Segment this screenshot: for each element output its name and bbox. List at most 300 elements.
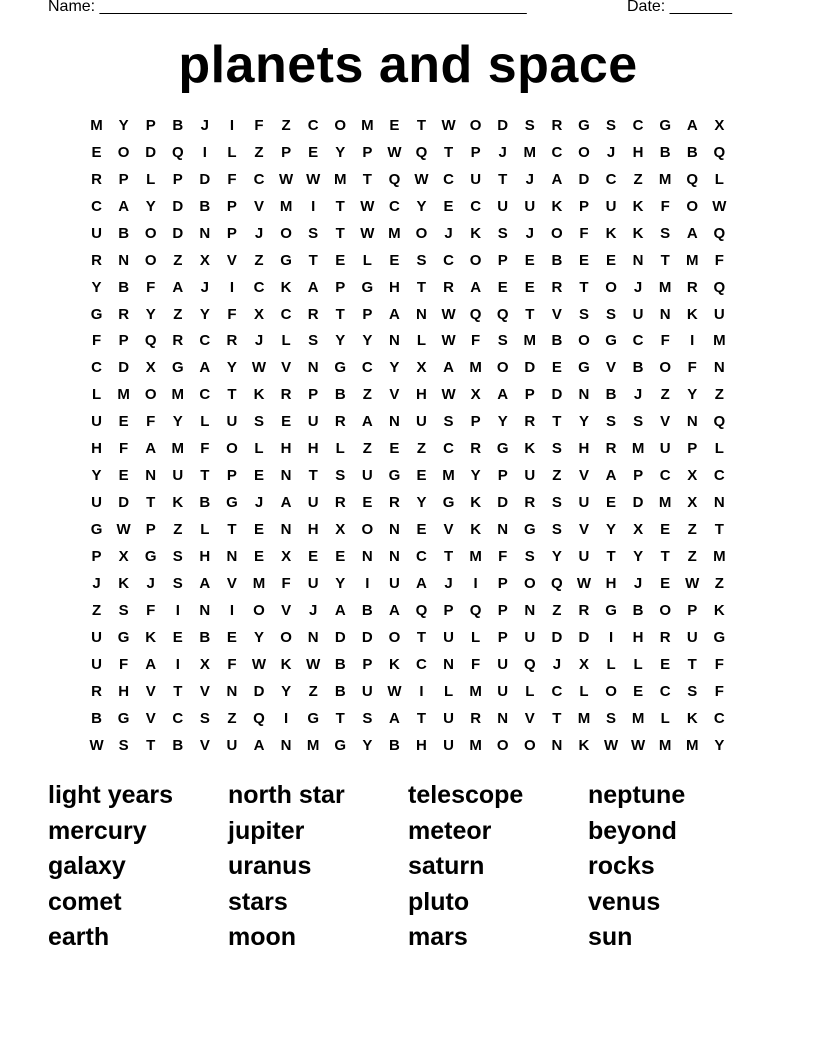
grid-letter[interactable]: Z bbox=[173, 521, 183, 539]
grid-letter[interactable]: B bbox=[551, 251, 563, 269]
grid-letter[interactable]: P bbox=[687, 601, 698, 619]
grid-letter[interactable]: A bbox=[686, 224, 698, 242]
grid-letter[interactable]: H bbox=[632, 143, 644, 161]
grid-letter[interactable]: N bbox=[443, 655, 454, 673]
grid-letter[interactable]: D bbox=[172, 224, 184, 242]
grid-letter[interactable]: E bbox=[308, 143, 319, 161]
grid-letter[interactable]: E bbox=[524, 278, 535, 296]
grid-letter[interactable]: Z bbox=[173, 305, 183, 323]
grid-letter[interactable]: M bbox=[306, 736, 320, 754]
grid-letter[interactable]: U bbox=[443, 628, 454, 646]
grid-letter[interactable]: U bbox=[713, 305, 725, 323]
grid-letter[interactable]: U bbox=[307, 413, 319, 431]
grid-letter[interactable]: U bbox=[524, 467, 536, 485]
grid-letter[interactable]: X bbox=[470, 386, 481, 404]
grid-letter[interactable]: Y bbox=[606, 521, 617, 539]
grid-letter[interactable]: E bbox=[335, 547, 346, 565]
grid-letter[interactable]: N bbox=[307, 628, 319, 646]
grid-letter[interactable]: F bbox=[579, 224, 589, 242]
grid-letter[interactable]: R bbox=[551, 116, 563, 134]
grid-letter[interactable]: K bbox=[551, 197, 563, 215]
grid-letter[interactable]: I bbox=[175, 655, 180, 673]
grid-letter[interactable]: N bbox=[578, 386, 590, 404]
grid-letter[interactable]: A bbox=[172, 278, 184, 296]
grid-letter[interactable]: V bbox=[226, 251, 237, 269]
grid-letter[interactable]: G bbox=[334, 736, 347, 754]
grid-letter[interactable]: A bbox=[416, 574, 427, 592]
grid-letter[interactable]: P bbox=[443, 601, 454, 619]
grid-letter[interactable]: U bbox=[632, 305, 644, 323]
grid-letter[interactable]: R bbox=[605, 440, 617, 458]
grid-letter[interactable]: W bbox=[89, 736, 104, 754]
grid-letter[interactable]: O bbox=[253, 601, 265, 619]
grid-letter[interactable]: N bbox=[713, 494, 725, 512]
grid-letter[interactable]: N bbox=[388, 521, 400, 539]
grid-letter[interactable]: U bbox=[307, 494, 319, 512]
grid-letter[interactable]: F bbox=[146, 413, 156, 431]
grid-letter[interactable]: A bbox=[199, 359, 211, 377]
grid-letter[interactable]: O bbox=[280, 224, 292, 242]
grid-letter[interactable]: S bbox=[606, 305, 617, 323]
grid-letter[interactable]: H bbox=[416, 736, 427, 754]
grid-letter[interactable]: N bbox=[686, 413, 698, 431]
grid-letter[interactable]: D bbox=[551, 628, 563, 646]
grid-letter[interactable]: X bbox=[416, 359, 427, 377]
grid-letter[interactable]: T bbox=[660, 547, 670, 565]
grid-letter[interactable]: Q bbox=[713, 278, 726, 296]
grid-letter[interactable]: M bbox=[361, 116, 374, 134]
grid-letter[interactable]: X bbox=[118, 547, 129, 565]
grid-letter[interactable]: Y bbox=[145, 305, 156, 323]
grid-letter[interactable]: I bbox=[608, 628, 614, 646]
grid-letter[interactable]: I bbox=[473, 574, 478, 592]
grid-letter[interactable]: L bbox=[633, 655, 643, 673]
grid-letter[interactable]: E bbox=[551, 359, 562, 377]
grid-letter[interactable]: R bbox=[551, 278, 563, 296]
grid-letter[interactable]: T bbox=[579, 278, 589, 296]
grid-letter[interactable]: W bbox=[712, 197, 727, 215]
grid-letter[interactable]: V bbox=[578, 521, 589, 539]
grid-letter[interactable]: E bbox=[172, 628, 183, 646]
grid-letter[interactable]: K bbox=[470, 224, 482, 242]
grid-letter[interactable]: Z bbox=[308, 682, 318, 700]
grid-letter[interactable]: U bbox=[686, 628, 698, 646]
grid-letter[interactable]: C bbox=[416, 655, 427, 673]
grid-letter[interactable]: E bbox=[118, 413, 129, 431]
grid-letter[interactable]: G bbox=[578, 359, 590, 377]
grid-letter[interactable]: J bbox=[498, 143, 507, 161]
grid-letter[interactable]: C bbox=[443, 251, 454, 269]
grid-letter[interactable]: N bbox=[280, 521, 292, 539]
grid-letter[interactable]: M bbox=[333, 170, 347, 188]
grid-letter[interactable]: P bbox=[362, 143, 373, 161]
grid-letter[interactable]: W bbox=[441, 116, 456, 134]
grid-letter[interactable]: N bbox=[497, 521, 509, 539]
grid-letter[interactable]: Z bbox=[633, 170, 643, 188]
grid-letter[interactable]: J bbox=[444, 574, 453, 592]
grid-letter[interactable]: R bbox=[388, 494, 400, 512]
grid-letter[interactable]: Z bbox=[552, 601, 562, 619]
grid-letter[interactable]: X bbox=[145, 359, 156, 377]
grid-letter[interactable]: B bbox=[118, 224, 130, 242]
grid-letter[interactable]: C bbox=[416, 547, 427, 565]
grid-letter[interactable]: V bbox=[389, 386, 400, 404]
grid-letter[interactable]: C bbox=[713, 709, 725, 727]
grid-letter[interactable]: L bbox=[146, 170, 156, 188]
grid-letter[interactable]: T bbox=[173, 682, 183, 700]
grid-letter[interactable]: P bbox=[118, 170, 129, 188]
grid-letter[interactable]: K bbox=[280, 655, 292, 673]
grid-letter[interactable]: U bbox=[497, 655, 509, 673]
grid-letter[interactable]: T bbox=[335, 197, 345, 215]
grid-letter[interactable]: F bbox=[227, 305, 237, 323]
grid-letter[interactable]: W bbox=[387, 682, 402, 700]
grid-letter[interactable]: N bbox=[388, 413, 400, 431]
grid-letter[interactable]: Y bbox=[416, 197, 427, 215]
grid-letter[interactable]: N bbox=[199, 224, 211, 242]
grid-letter[interactable]: Y bbox=[416, 494, 427, 512]
grid-letter[interactable]: W bbox=[251, 655, 267, 673]
grid-letter[interactable]: Q bbox=[469, 305, 482, 323]
grid-letter[interactable]: E bbox=[606, 494, 617, 512]
grid-letter[interactable]: O bbox=[523, 574, 536, 592]
grid-letter[interactable]: R bbox=[91, 170, 102, 188]
grid-letter[interactable]: E bbox=[281, 413, 292, 431]
grid-letter[interactable]: K bbox=[470, 521, 482, 539]
grid-letter[interactable]: J bbox=[200, 116, 210, 134]
grid-letter[interactable]: W bbox=[631, 736, 646, 754]
grid-letter[interactable]: M bbox=[279, 197, 293, 215]
grid-letter[interactable]: S bbox=[308, 224, 319, 242]
grid-letter[interactable]: G bbox=[90, 521, 103, 539]
grid-letter[interactable]: M bbox=[469, 359, 482, 377]
grid-letter[interactable]: V bbox=[578, 467, 589, 485]
grid-letter[interactable]: F bbox=[714, 251, 724, 269]
grid-letter[interactable]: S bbox=[118, 601, 129, 619]
grid-letter[interactable]: R bbox=[686, 278, 698, 296]
grid-letter[interactable]: S bbox=[606, 116, 617, 134]
grid-letter[interactable]: M bbox=[658, 278, 672, 296]
grid-letter[interactable]: B bbox=[334, 655, 346, 673]
grid-letter[interactable]: L bbox=[579, 682, 589, 700]
grid-letter[interactable]: M bbox=[388, 224, 401, 242]
grid-letter[interactable]: R bbox=[578, 601, 590, 619]
grid-letter[interactable]: V bbox=[254, 197, 265, 215]
grid-letter[interactable]: T bbox=[660, 251, 670, 269]
grid-letter[interactable]: T bbox=[200, 467, 210, 485]
grid-letter[interactable]: E bbox=[660, 574, 671, 592]
grid-letter[interactable]: O bbox=[496, 736, 509, 754]
grid-letter[interactable]: C bbox=[361, 359, 373, 377]
grid-letter[interactable]: L bbox=[200, 413, 210, 431]
grid-letter[interactable]: B bbox=[632, 601, 644, 619]
grid-letter[interactable]: S bbox=[578, 305, 589, 323]
grid-letter[interactable]: X bbox=[578, 655, 589, 673]
grid-letter[interactable]: R bbox=[280, 386, 292, 404]
grid-letter[interactable]: U bbox=[226, 413, 238, 431]
grid-letter[interactable]: Z bbox=[714, 386, 724, 404]
grid-letter[interactable]: T bbox=[714, 521, 724, 539]
grid-letter[interactable]: W bbox=[603, 736, 619, 754]
grid-letter[interactable]: A bbox=[388, 601, 400, 619]
grid-letter[interactable]: S bbox=[687, 682, 698, 700]
grid-letter[interactable]: Q bbox=[415, 601, 428, 619]
grid-letter[interactable]: N bbox=[199, 601, 211, 619]
grid-letter[interactable]: T bbox=[443, 143, 454, 161]
grid-letter[interactable]: T bbox=[606, 547, 616, 565]
grid-letter[interactable]: L bbox=[335, 440, 345, 458]
grid-letter[interactable]: Q bbox=[713, 143, 726, 161]
grid-letter[interactable]: O bbox=[388, 628, 401, 646]
grid-letter[interactable]: Z bbox=[687, 547, 697, 565]
grid-letter[interactable]: M bbox=[469, 682, 482, 700]
grid-letter[interactable]: E bbox=[389, 251, 400, 269]
grid-letter[interactable]: Z bbox=[227, 709, 237, 727]
grid-letter[interactable]: D bbox=[253, 682, 265, 700]
grid-letter[interactable]: T bbox=[416, 709, 427, 727]
grid-letter[interactable]: Q bbox=[713, 413, 726, 431]
grid-letter[interactable]: V bbox=[281, 601, 292, 619]
grid-letter[interactable]: F bbox=[227, 655, 237, 673]
grid-letter[interactable]: Z bbox=[173, 251, 183, 269]
grid-letter[interactable]: F bbox=[119, 440, 129, 458]
grid-letter[interactable]: C bbox=[91, 197, 102, 215]
grid-letter[interactable]: C bbox=[280, 305, 292, 323]
grid-letter[interactable]: N bbox=[659, 305, 671, 323]
grid-letter[interactable]: A bbox=[388, 709, 400, 727]
grid-letter[interactable]: S bbox=[118, 736, 129, 754]
grid-letter[interactable]: J bbox=[200, 278, 210, 296]
grid-letter[interactable]: Y bbox=[389, 359, 400, 377]
grid-letter[interactable]: B bbox=[199, 628, 211, 646]
grid-letter[interactable]: P bbox=[470, 143, 481, 161]
grid-letter[interactable]: T bbox=[443, 547, 454, 565]
grid-letter[interactable]: K bbox=[280, 278, 292, 296]
grid-letter[interactable]: O bbox=[144, 224, 157, 242]
grid-letter[interactable]: Y bbox=[91, 467, 102, 485]
grid-letter[interactable]: S bbox=[199, 709, 210, 727]
grid-letter[interactable]: X bbox=[335, 521, 346, 539]
grid-letter[interactable]: M bbox=[117, 386, 130, 404]
grid-letter[interactable]: W bbox=[441, 386, 456, 404]
grid-letter[interactable]: W bbox=[360, 224, 375, 242]
grid-letter[interactable]: C bbox=[172, 709, 184, 727]
grid-letter[interactable]: P bbox=[524, 386, 535, 404]
grid-letter[interactable]: L bbox=[362, 251, 372, 269]
grid-letter[interactable]: K bbox=[172, 494, 184, 512]
grid-letter[interactable]: M bbox=[469, 547, 482, 565]
grid-letter[interactable]: O bbox=[659, 359, 672, 377]
grid-letter[interactable]: A bbox=[551, 170, 563, 188]
grid-letter[interactable]: W bbox=[306, 655, 321, 673]
grid-letter[interactable]: C bbox=[443, 170, 454, 188]
grid-letter[interactable]: D bbox=[551, 386, 563, 404]
grid-letter[interactable]: U bbox=[578, 547, 590, 565]
grid-letter[interactable]: F bbox=[91, 332, 102, 350]
grid-letter[interactable]: G bbox=[659, 116, 672, 134]
grid-letter[interactable]: X bbox=[281, 547, 292, 565]
grid-letter[interactable]: F bbox=[714, 682, 724, 700]
grid-letter[interactable]: H bbox=[416, 386, 427, 404]
grid-letter[interactable]: U bbox=[659, 440, 671, 458]
grid-letter[interactable]: U bbox=[524, 628, 536, 646]
grid-letter[interactable]: T bbox=[552, 413, 562, 431]
grid-letter[interactable]: A bbox=[118, 197, 130, 215]
grid-letter[interactable]: B bbox=[686, 143, 698, 161]
grid-letter[interactable]: G bbox=[117, 628, 130, 646]
grid-letter[interactable]: A bbox=[686, 116, 698, 134]
grid-letter[interactable]: T bbox=[146, 736, 156, 754]
grid-letter[interactable]: Y bbox=[335, 332, 346, 350]
grid-letter[interactable]: J bbox=[254, 494, 264, 512]
grid-letter[interactable]: Y bbox=[281, 682, 292, 700]
grid-letter[interactable]: X bbox=[633, 521, 644, 539]
grid-letter[interactable]: V bbox=[660, 413, 671, 431]
grid-letter[interactable]: U bbox=[605, 197, 617, 215]
grid-letter[interactable]: P bbox=[497, 601, 508, 619]
grid-letter[interactable]: T bbox=[416, 116, 427, 134]
grid-letter[interactable]: V bbox=[606, 359, 617, 377]
grid-letter[interactable]: G bbox=[388, 467, 401, 485]
grid-letter[interactable]: D bbox=[334, 628, 346, 646]
grid-letter[interactable]: L bbox=[660, 709, 670, 727]
grid-letter[interactable]: E bbox=[416, 467, 427, 485]
grid-letter[interactable]: T bbox=[227, 521, 237, 539]
grid-letter[interactable]: X bbox=[687, 467, 698, 485]
grid-letter[interactable]: A bbox=[605, 467, 617, 485]
grid-letter[interactable]: F bbox=[254, 116, 264, 134]
grid-letter[interactable]: N bbox=[713, 359, 725, 377]
grid-letter[interactable]: E bbox=[118, 467, 129, 485]
grid-letter[interactable]: A bbox=[388, 305, 400, 323]
grid-letter[interactable]: B bbox=[118, 278, 130, 296]
grid-letter[interactable]: R bbox=[443, 278, 454, 296]
grid-letter[interactable]: Z bbox=[281, 116, 291, 134]
grid-letter[interactable]: W bbox=[441, 332, 456, 350]
grid-letter[interactable]: G bbox=[605, 332, 617, 350]
grid-letter[interactable]: N bbox=[388, 547, 400, 565]
grid-letter[interactable]: Q bbox=[551, 574, 563, 592]
grid-letter[interactable]: K bbox=[713, 601, 725, 619]
grid-letter[interactable]: E bbox=[578, 251, 589, 269]
grid-letter[interactable]: O bbox=[605, 682, 617, 700]
grid-letter[interactable]: P bbox=[281, 143, 292, 161]
grid-letter[interactable]: P bbox=[578, 197, 589, 215]
grid-letter[interactable]: S bbox=[606, 709, 617, 727]
grid-letter[interactable]: C bbox=[713, 467, 725, 485]
grid-letter[interactable]: J bbox=[254, 332, 264, 350]
grid-letter[interactable]: E bbox=[416, 521, 427, 539]
grid-letter[interactable]: O bbox=[469, 116, 482, 134]
grid-letter[interactable]: H bbox=[388, 278, 400, 296]
grid-letter[interactable]: B bbox=[632, 359, 644, 377]
grid-letter[interactable]: B bbox=[172, 116, 184, 134]
grid-letter[interactable]: A bbox=[443, 359, 454, 377]
grid-letter[interactable]: X bbox=[687, 494, 698, 512]
grid-letter[interactable]: B bbox=[172, 736, 184, 754]
grid-letter[interactable]: U bbox=[443, 736, 454, 754]
grid-letter[interactable]: T bbox=[335, 305, 345, 323]
grid-letter[interactable]: M bbox=[658, 170, 672, 188]
grid-letter[interactable]: B bbox=[334, 682, 346, 700]
grid-letter[interactable]: R bbox=[226, 332, 238, 350]
grid-letter[interactable]: H bbox=[307, 440, 319, 458]
grid-letter[interactable]: A bbox=[145, 440, 157, 458]
grid-letter[interactable]: T bbox=[146, 494, 156, 512]
grid-letter[interactable]: N bbox=[145, 467, 157, 485]
grid-letter[interactable]: P bbox=[497, 628, 508, 646]
grid-letter[interactable]: W bbox=[116, 521, 131, 539]
grid-letter[interactable]: E bbox=[660, 655, 671, 673]
grid-letter[interactable]: R bbox=[118, 305, 130, 323]
grid-letter[interactable]: C bbox=[605, 170, 617, 188]
grid-letter[interactable]: H bbox=[307, 521, 319, 539]
grid-letter[interactable]: K bbox=[578, 736, 590, 754]
grid-letter[interactable]: X bbox=[714, 116, 725, 134]
grid-letter[interactable]: M bbox=[631, 709, 645, 727]
grid-letter[interactable]: M bbox=[713, 332, 726, 350]
grid-letter[interactable]: O bbox=[578, 332, 590, 350]
grid-letter[interactable]: Y bbox=[497, 413, 508, 431]
grid-letter[interactable]: Q bbox=[469, 601, 482, 619]
grid-letter[interactable]: D bbox=[199, 170, 211, 188]
grid-letter[interactable]: R bbox=[307, 305, 319, 323]
grid-letter[interactable]: E bbox=[91, 143, 102, 161]
grid-letter[interactable]: U bbox=[497, 682, 509, 700]
grid-letter[interactable]: G bbox=[90, 305, 103, 323]
grid-letter[interactable]: S bbox=[443, 413, 454, 431]
grid-letter[interactable]: I bbox=[229, 601, 235, 619]
grid-letter[interactable]: P bbox=[91, 547, 102, 565]
grid-letter[interactable]: U bbox=[388, 574, 400, 592]
grid-letter[interactable]: S bbox=[497, 332, 508, 350]
grid-letter[interactable]: N bbox=[118, 251, 130, 269]
grid-letter[interactable]: R bbox=[334, 494, 346, 512]
grid-letter[interactable]: K bbox=[253, 386, 265, 404]
grid-letter[interactable]: V bbox=[145, 682, 156, 700]
grid-letter[interactable]: B bbox=[388, 736, 400, 754]
grid-letter[interactable]: R bbox=[659, 628, 671, 646]
grid-letter[interactable]: D bbox=[497, 494, 509, 512]
grid-letter[interactable]: J bbox=[525, 170, 534, 188]
grid-letter[interactable]: Q bbox=[713, 224, 726, 242]
grid-letter[interactable]: S bbox=[551, 440, 562, 458]
grid-letter[interactable]: W bbox=[576, 574, 592, 592]
grid-letter[interactable]: I bbox=[690, 332, 695, 350]
grid-letter[interactable]: W bbox=[251, 359, 267, 377]
grid-letter[interactable]: Q bbox=[171, 143, 184, 161]
grid-letter[interactable]: Y bbox=[714, 736, 725, 754]
grid-letter[interactable]: J bbox=[633, 278, 643, 296]
grid-letter[interactable]: O bbox=[659, 601, 672, 619]
grid-letter[interactable]: L bbox=[281, 332, 291, 350]
grid-letter[interactable]: P bbox=[362, 305, 373, 323]
grid-letter[interactable]: S bbox=[551, 494, 562, 512]
grid-letter[interactable]: E bbox=[389, 116, 400, 134]
grid-letter[interactable]: Y bbox=[335, 574, 346, 592]
grid-letter[interactable]: J bbox=[444, 224, 453, 242]
grid-letter[interactable]: Z bbox=[687, 521, 697, 539]
grid-letter[interactable]: C bbox=[443, 440, 454, 458]
grid-letter[interactable]: C bbox=[632, 332, 644, 350]
grid-letter[interactable]: F bbox=[471, 332, 481, 350]
grid-letter[interactable]: Q bbox=[253, 709, 265, 727]
grid-letter[interactable]: E bbox=[226, 628, 237, 646]
grid-letter[interactable]: N bbox=[280, 736, 292, 754]
grid-letter[interactable]: L bbox=[606, 655, 616, 673]
grid-letter[interactable]: O bbox=[578, 143, 590, 161]
grid-letter[interactable]: D bbox=[497, 116, 509, 134]
